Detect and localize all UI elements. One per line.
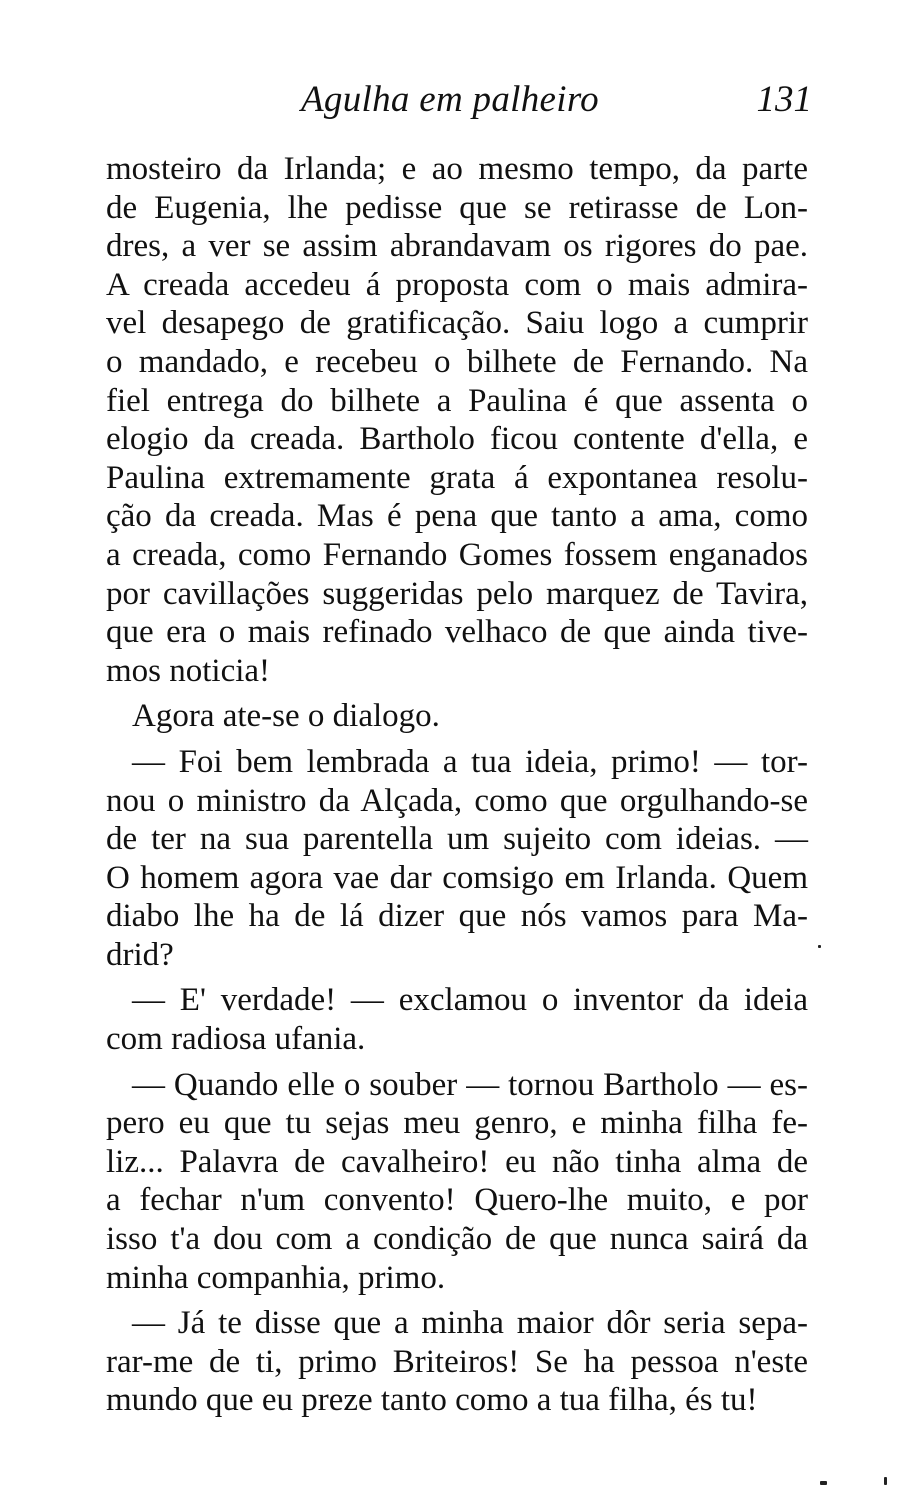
text-line: com radiosa ufania. xyxy=(106,1021,366,1058)
paragraph-gap xyxy=(106,1059,808,1066)
text-line: nou o ministro da Alçada, como que orgulhando-se xyxy=(106,782,808,819)
text-line: O homem agora vae dar comsigo em Irlanda. Quem xyxy=(106,859,808,896)
body-text xyxy=(106,150,808,1420)
text-line: de ter na sua parentella um sujeito com ideias. — xyxy=(106,821,808,858)
page-number: 131 xyxy=(756,79,812,120)
text-line: que era o mais refinado velhaco de que ainda tive- xyxy=(106,614,808,651)
paragraph xyxy=(106,150,808,690)
text-line: fiel entrega do bilhete a Paulina é que assenta o xyxy=(106,382,808,419)
text-line: isso t'a dou com a condição de que nunca sairá da xyxy=(106,1221,808,1258)
paragraph-gap xyxy=(106,736,808,743)
scan-speck xyxy=(820,1481,827,1485)
text-line: — Quando elle o souber — tornou Bartholo — es- xyxy=(132,1066,808,1103)
text-line: diabo lhe ha de lá dizer que nós vamos para Ma- xyxy=(106,898,808,935)
text-line: minha companhia, primo. xyxy=(106,1259,446,1296)
text-line: ção da creada. Mas é pena que tanto a ama, como xyxy=(106,498,808,535)
paragraph xyxy=(106,697,808,736)
text-line: pero eu que tu sejas meu genro, e minha filha fe- xyxy=(106,1105,808,1142)
text-line: mos noticia! xyxy=(106,652,271,689)
paragraph-gap xyxy=(106,974,808,981)
paragraph xyxy=(106,743,808,975)
text-line: — Foi bem lembrada a tua ideia, primo! — tor- xyxy=(132,743,808,780)
text-line: de Eugenia, lhe pedisse que se retirasse de Lon- xyxy=(106,189,808,226)
text-line: Agora ate-se o dialogo. xyxy=(132,698,440,735)
text-line: rar-me de ti, primo Briteiros! Se ha pessoa n'este xyxy=(106,1343,808,1380)
paragraph-gap xyxy=(106,1297,808,1304)
paragraph xyxy=(106,1304,808,1420)
scan-speck xyxy=(818,945,821,948)
running-header-title: Agulha em palheiro xyxy=(301,79,599,120)
text-line: por cavillações suggeridas pelo marquez de Tavira, xyxy=(106,575,808,612)
text-line: drid? xyxy=(106,936,174,973)
text-line: elogio da creada. Bartholo ficou contente d'ella, e xyxy=(106,421,808,458)
paragraph xyxy=(106,981,808,1058)
text-line: A creada accedeu á proposta com o mais admira- xyxy=(106,266,808,303)
text-line: mundo que eu preze tanto como a tua filha, és tu! xyxy=(106,1382,758,1419)
text-line: liz... Palavra de cavalheiro! eu não tinha alma de xyxy=(106,1143,808,1180)
paragraph xyxy=(106,1066,808,1298)
text-line: a creada, como Fernando Gomes fossem enganados xyxy=(106,536,808,573)
text-line: — Já te disse que a minha maior dôr seria sepa- xyxy=(132,1305,808,1342)
text-line: — E' verdade! — exclamou o inventor da ideia xyxy=(132,982,808,1019)
text-line: o mandado, e recebeu o bilhete de Fernando. Na xyxy=(106,343,808,380)
text-line: dres, a ver se assim abrandavam os rigores do pae. xyxy=(106,228,808,265)
text-line: a fechar n'um convento! Quero-lhe muito, e por xyxy=(106,1182,808,1219)
scan-speck xyxy=(884,1477,887,1485)
text-line: vel desapego de gratificação. Saiu logo a cumprir xyxy=(106,305,808,342)
text-line: mosteiro da Irlanda; e ao mesmo tempo, da parte xyxy=(106,151,808,187)
paragraph-gap xyxy=(106,690,808,697)
text-line: Paulina extremamente grata á expontanea resolu- xyxy=(106,459,808,496)
